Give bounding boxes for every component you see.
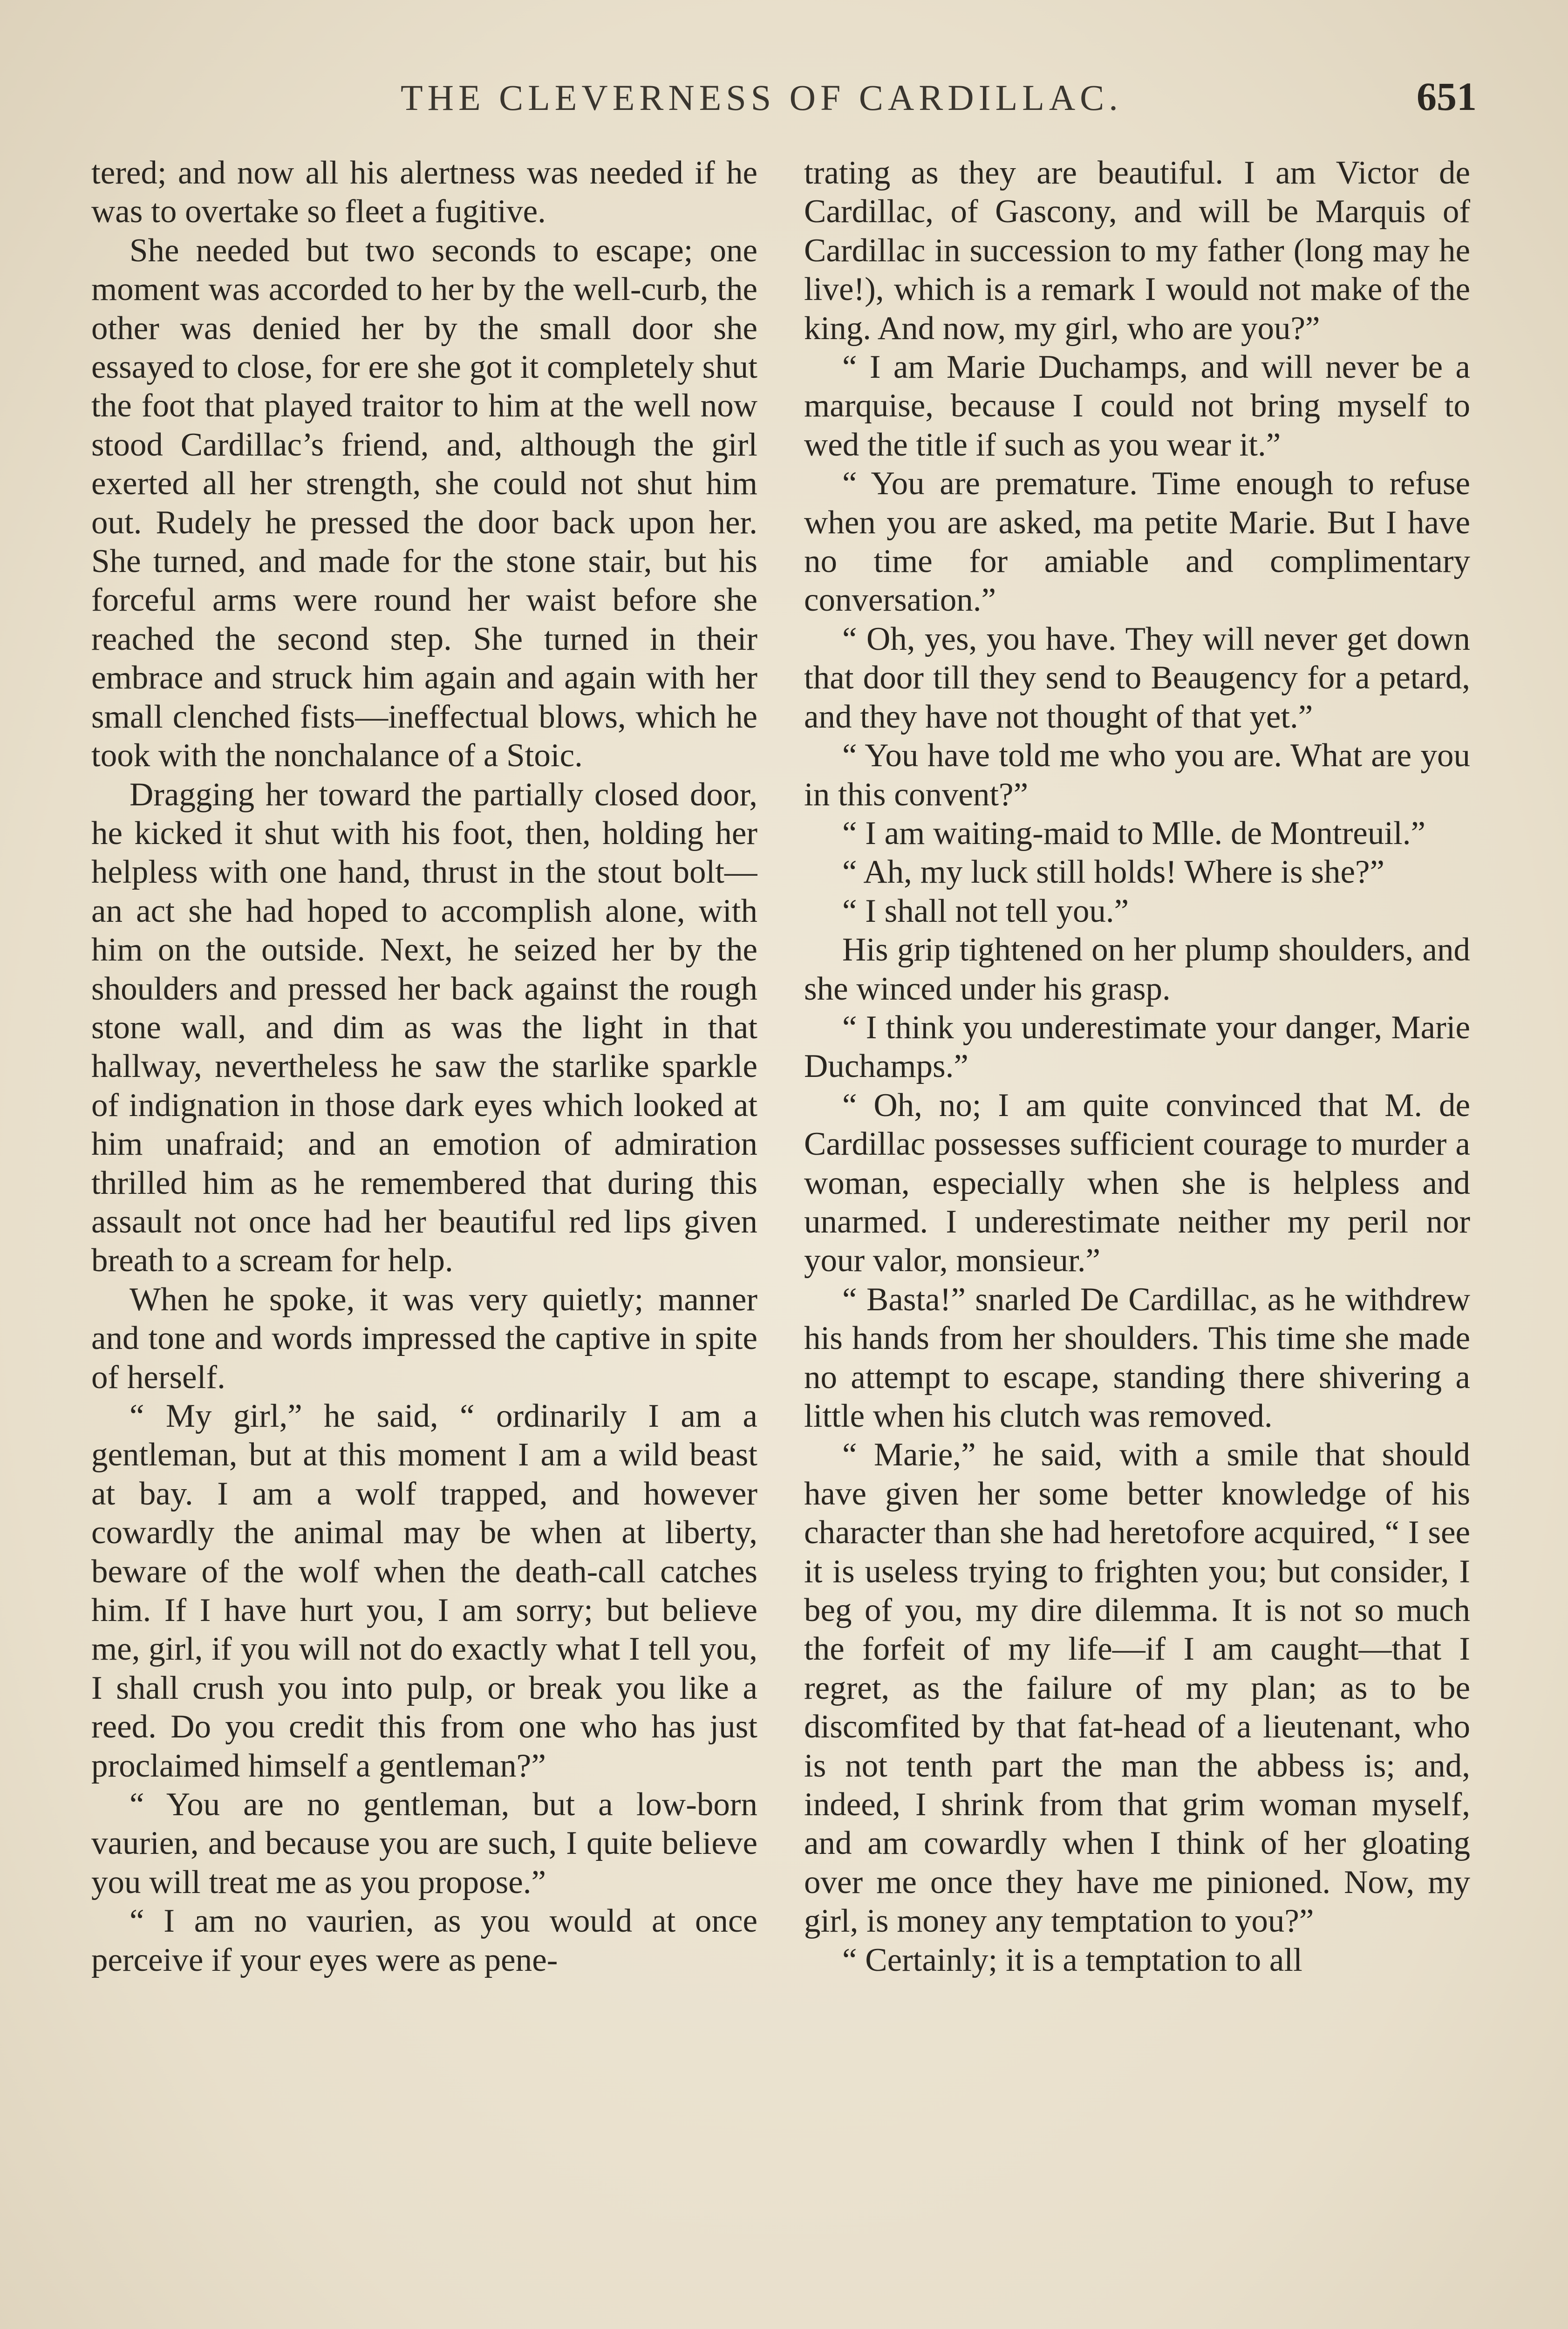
- paragraph: “ You are no gentleman, but a low-born vaurien, and because you are such, I quite believe you will treat me as you propose.”: [91, 1786, 757, 1900]
- paragraph: “ Certainly; it is a temptation to all: [842, 1941, 1302, 1978]
- paragraph: “ Oh, yes, you have. They will never get down that door till they send to Beaugency for a petard, and they have not thought of that yet.”: [804, 620, 1470, 735]
- paragraph: “ I am waiting-maid to Mlle. de Montreuil.”: [842, 815, 1426, 851]
- paragraph: “ I am Marie Duchamps, and will never be a marquise, because I could not bring myself to wed the title if such as you wear it.”: [804, 349, 1470, 463]
- paragraph: tered; and now all his alertness was needed if he was to overtake so fleet a fugitive.: [91, 155, 757, 230]
- paragraph: “ Basta!” snarled De Cardillac, as he withdrew his hands from her shoulders. This time she made no attempt to escape, standing there shivering a little when his clutch was removed.: [804, 1281, 1470, 1434]
- paragraph: “ My girl,” he said, “ ordinarily I am a gentleman, but at this moment I am a wild beast at bay. I am a wolf trapped, and however cowardly the animal may be when at liberty, beware of the wolf when the death-call catches him. If I have hurt you, I am sorry; but believe me, girl, if you will not do exactly what I tell you, I shall crush you into pulp, or break you like a reed. Do you credit this from one who has just proclaimed himself a gentleman?”: [91, 1398, 757, 1784]
- paragraph: “ Marie,” he said, with a smile that should have given her some better knowledge of his character than she had heretofore acquired, “ I see it is useless trying to frighten you; but consider, I beg of you, my dire dilemma. It is not so much the forfeit of my life—if I am caught—that I regret, as the failure of my plan; as to be discomfited by that fat-head of a lieutenant, who is not tenth part the man the abbess is; and, indeed, I shrink from that grim woman myself, and am cowardly when I think of her gloating over me once they have me pinioned. Now, my girl, is money any temptation to you?”: [804, 1437, 1470, 1940]
- page-header: [93, 74, 1477, 128]
- paragraph: “ You have told me who you are. What are you in this convent?”: [804, 737, 1470, 813]
- left-column: [91, 154, 757, 2329]
- page-number: 651: [1417, 74, 1477, 119]
- paragraph: “ Ah, my luck still holds! Where is she?”: [842, 854, 1385, 891]
- paragraph: His grip tightened on her plump shoulders, and she winced under his grasp.: [804, 932, 1470, 1007]
- paragraph: “ Oh, no; I am quite convinced that M. de Cardillac possesses sufficient courage to murder a woman, especially when she is helpless and unarmed. I underestimate neither my peril nor your valor, monsieur.”: [804, 1087, 1470, 1279]
- paragraph: trating as they are beautiful. I am Victor de Cardillac, of Gascony, and will be Marquis of Cardillac in succession to my father (long may he live!), which is a remark I would not make of the king. And now, my girl, who are you?”: [804, 155, 1470, 347]
- paragraph: “ I am no vaurien, as you would at once perceive if your eyes were as pene-: [91, 1903, 757, 1978]
- paragraph: Dragging her toward the partially closed door, he kicked it shut with his foot, then, holding her helpless with one hand, thrust in the stout bolt—an act she had hoped to accomplish alone, with him on the outside. Next, he seized her by the shoulders and pressed her back against the rough stone wall, and dim as was the light in that hallway, nevertheless he saw the starlike sparkle of indignation in those dark eyes which looked at him unafraid; and an emotion of admiration thrilled him as he remembered that during this assault not once had her beautiful red lips given breath to a scream for help.: [91, 776, 757, 1279]
- paragraph: “ I shall not tell you.”: [842, 892, 1129, 929]
- right-column: [804, 154, 1470, 2329]
- paragraph: “ You are premature. Time enough to refuse when you are asked, ma petite Marie. But I have no time for amiable and complimentary conversation.”: [804, 465, 1470, 619]
- running-title: THE CLEVERNESS OF CARDILLAC.: [401, 77, 1123, 118]
- paragraph: “ I think you underestimate your danger, Marie Duchamps.”: [804, 1009, 1470, 1085]
- paragraph: When he spoke, it was very quietly; manner and tone and words impressed the captive in spite of herself.: [91, 1281, 757, 1396]
- paragraph: She needed but two seconds to escape; one moment was accorded to her by the well-curb, the other was denied her by the small door she essayed to close, for ere she got it completely shut the foot that played traitor to him at the well now stood Cardillac’s friend, and, although the girl exerted all her strength, she could not shut him out. Rudely he pressed the door back upon her. She turned, and made for the stone stair, but his forceful arms were round her waist before she reached the second step. She turned in their embrace and struck him again and again with her small clenched fists—ineffectual blows, which he took with the nonchalance of a Stoic.: [91, 232, 757, 774]
